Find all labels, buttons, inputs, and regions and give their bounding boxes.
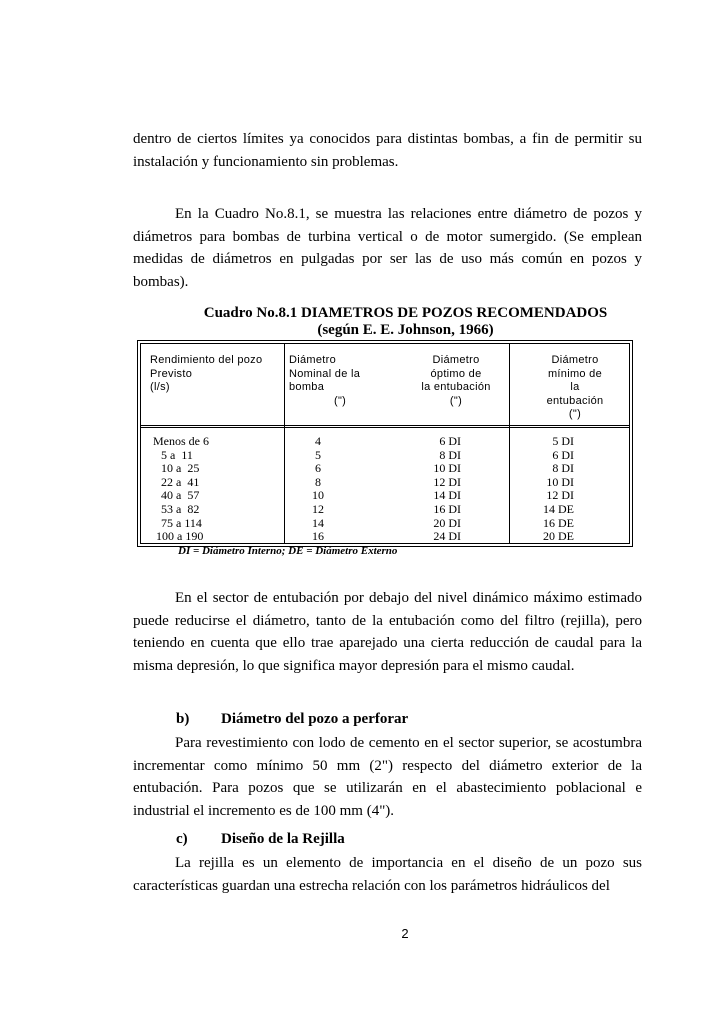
page-number: 2 xyxy=(401,926,409,941)
column-divider xyxy=(284,344,285,543)
section-b-heading xyxy=(176,708,408,731)
table-cell: 20 DI xyxy=(433,515,461,530)
header-rendimiento: Rendimiento del pozo Previsto (l/s) xyxy=(150,354,263,393)
table-cell: 6 DI xyxy=(439,434,461,448)
column-nominal-bomba xyxy=(308,435,328,544)
table-cell: 6 xyxy=(315,461,321,476)
header-nominal-bomba: Diámetro Nominal de la bomba (") xyxy=(289,354,361,407)
table-cell: 40 a 57 xyxy=(161,488,200,503)
paragraph-1: dentro de ciertos límites ya conocidos para distintas bombas, a fin de permitir su instalación y funcionamiento sin problemas. xyxy=(133,131,642,170)
section-c-title: Diseño de la Rejilla xyxy=(221,831,345,847)
table-cell: 14 xyxy=(312,515,324,530)
header-separator xyxy=(140,425,630,426)
table-cell: 16 xyxy=(312,529,324,544)
section-c-label: c) xyxy=(176,831,188,847)
section-b-title: Diámetro del pozo a perforar xyxy=(221,711,409,727)
table-cell: Menos de 6 xyxy=(153,434,209,448)
table-cell: 75 a 114 xyxy=(161,515,202,530)
column-optimo-entubacion xyxy=(421,435,461,544)
diameter-table xyxy=(137,340,633,547)
table-cell: 6 DI xyxy=(552,447,574,462)
table-cell: 16 DE xyxy=(543,515,574,530)
table-cell: 12 xyxy=(312,501,324,516)
table-cell: 100 a 190 xyxy=(156,529,204,544)
table-cell: 24 DI xyxy=(433,529,461,544)
table-cell: 14 DE xyxy=(543,501,574,516)
table-cell: 8 DI xyxy=(552,461,574,476)
table-cell: 12 DI xyxy=(546,488,574,503)
table-subtitle: (según E. E. Johnson, 1966) xyxy=(317,322,494,338)
table-cell: 16 DI xyxy=(433,501,461,516)
table-cell: 10 DI xyxy=(433,461,461,476)
table-cell: 8 DI xyxy=(439,447,461,462)
table-cell: 5 a 11 xyxy=(161,447,193,462)
table-cell: 10 DI xyxy=(546,474,574,489)
paragraph-5: La rejilla es un elemento de importancia en el diseño de un pozo sus características guardan una estrecha relación con los parámetros hidráulicos del xyxy=(133,855,642,894)
table-cell: 10 xyxy=(312,488,324,503)
table-cell: 14 DI xyxy=(433,488,461,503)
header-separator xyxy=(140,427,630,428)
table-cell: 5 DI xyxy=(552,434,574,448)
header-minimo-entubacion: Diámetro mínimo de la entubación (") xyxy=(546,354,604,420)
table-cell: 20 DE xyxy=(543,529,574,544)
header-optimo-entubacion: Diámetro óptimo de la entubación (") xyxy=(421,354,491,407)
paragraph-4: Para revestimiento con lodo de cemento en el sector superior, se acostumbra incrementar como mínimo 50 mm (2") respecto del diámetro exterior de la entubación. Para pozos que se utilizarán en el abastecimiento poblacional e industrial el incremento es de 100 mm (4"). xyxy=(133,735,642,819)
section-b-label: b) xyxy=(176,711,190,727)
table-title: Cuadro No.8.1 DIAMETROS DE POZOS RECOMENDADOS xyxy=(203,305,608,321)
table-cell: 22 a 41 xyxy=(161,474,200,489)
column-minimo-entubacion xyxy=(534,435,574,544)
table-cell: 10 a 25 xyxy=(161,461,200,476)
table-cell: 12 DI xyxy=(433,474,461,489)
table-cell: 8 xyxy=(315,474,321,489)
table-cell: 53 a 82 xyxy=(161,501,200,516)
table-cell: 4 xyxy=(315,434,321,448)
column-rendimiento xyxy=(153,435,209,544)
table-cell: 5 xyxy=(315,447,321,462)
table-footnote: DI = Diámetro Interno; DE = Diámetro Externo xyxy=(178,545,398,557)
paragraph-3: En el sector de entubación por debajo del nivel dinámico máximo estimado puede reducirse el diámetro, tanto de la entubación como del filtro (rejilla), pero teniendo en cuenta que ello trae aparejado una cierta reducción de caudal para la misma depresión, lo que significa mayor depresión para el mismo caudal. xyxy=(133,590,642,674)
paragraph-2: En la Cuadro No.8.1, se muestra las relaciones entre diámetro de pozos y diámetros para bombas de turbina vertical o de motor sumergido. (Se emplean medidas de diámetros en pulgadas por ser las de uso más común en pozos y bombas). xyxy=(133,206,642,290)
section-c-heading xyxy=(176,828,345,851)
